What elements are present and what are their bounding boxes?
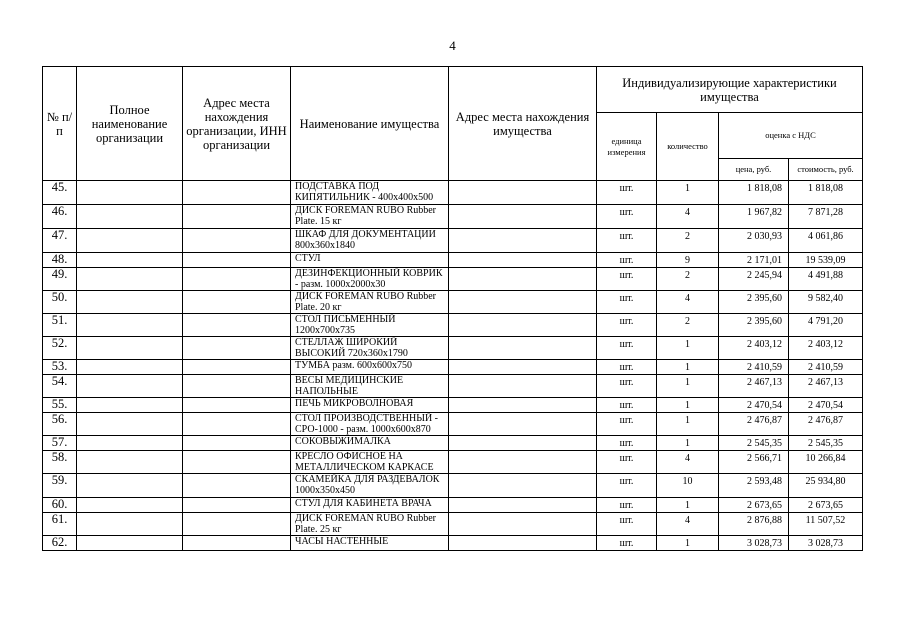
table-row bbox=[43, 229, 863, 253]
row-number: 46. bbox=[43, 205, 77, 229]
property-name-cell: СТУЛ ДЛЯ КАБИНЕТА ВРАЧА bbox=[291, 498, 449, 513]
cost-cell: 3 028,73 bbox=[789, 536, 863, 551]
price-cell: 3 028,73 bbox=[719, 536, 789, 551]
cost-cell: 4 791,20 bbox=[789, 314, 863, 337]
quantity-cell: 1 bbox=[657, 536, 719, 551]
org-address-cell bbox=[183, 451, 291, 474]
unit-cell: шт. bbox=[597, 205, 657, 229]
unit-cell: шт. bbox=[597, 398, 657, 413]
cost-cell: 4 061,86 bbox=[789, 229, 863, 253]
price-cell: 2 410,59 bbox=[719, 360, 789, 375]
quantity-cell: 1 bbox=[657, 398, 719, 413]
price-cell: 1 818,08 bbox=[719, 181, 789, 205]
org-cell bbox=[77, 498, 183, 513]
property-name-cell: СТЕЛЛАЖ ШИРОКИЙ ВЫСОКИЙ 720х360х1790 bbox=[291, 337, 449, 360]
row-number: 48. bbox=[43, 253, 77, 268]
unit-cell: шт. bbox=[597, 291, 657, 314]
header-quantity: количество bbox=[657, 113, 719, 181]
property-address-cell bbox=[449, 268, 597, 291]
header-org-address: Адрес места нахождения организации, ИНН организации bbox=[183, 67, 291, 181]
org-cell bbox=[77, 229, 183, 253]
property-name-cell: ДИСК FOREMAN RUBO Rubber Plate. 25 кг bbox=[291, 513, 449, 536]
row-number: 59. bbox=[43, 474, 77, 498]
property-table bbox=[42, 66, 863, 551]
table-row bbox=[43, 413, 863, 436]
property-address-cell bbox=[449, 375, 597, 398]
property-name-cell: СТОЛ ПИСЬМЕННЫЙ 1200х700х735 bbox=[291, 314, 449, 337]
header-org: Полное наименование организации bbox=[77, 67, 183, 181]
quantity-cell: 1 bbox=[657, 498, 719, 513]
price-cell: 2 476,87 bbox=[719, 413, 789, 436]
price-cell: 2 467,13 bbox=[719, 375, 789, 398]
price-cell: 2 566,71 bbox=[719, 451, 789, 474]
row-number: 55. bbox=[43, 398, 77, 413]
property-address-cell bbox=[449, 229, 597, 253]
row-number: 56. bbox=[43, 413, 77, 436]
header-valuation: оценка с НДС bbox=[719, 113, 863, 159]
table-row bbox=[43, 513, 863, 536]
org-address-cell bbox=[183, 360, 291, 375]
unit-cell: шт. bbox=[597, 474, 657, 498]
row-number: 62. bbox=[43, 536, 77, 551]
unit-cell: шт. bbox=[597, 413, 657, 436]
table-row bbox=[43, 375, 863, 398]
org-cell bbox=[77, 536, 183, 551]
unit-cell: шт. bbox=[597, 436, 657, 451]
quantity-cell: 2 bbox=[657, 229, 719, 253]
cost-cell: 4 491,88 bbox=[789, 268, 863, 291]
org-address-cell bbox=[183, 314, 291, 337]
property-address-cell bbox=[449, 181, 597, 205]
quantity-cell: 4 bbox=[657, 451, 719, 474]
org-address-cell bbox=[183, 375, 291, 398]
org-address-cell bbox=[183, 253, 291, 268]
price-cell: 2 245,94 bbox=[719, 268, 789, 291]
org-address-cell bbox=[183, 337, 291, 360]
property-name-cell: СКАМЕЙКА ДЛЯ РАЗДЕВАЛОК 1000х350х450 bbox=[291, 474, 449, 498]
cost-cell: 10 266,84 bbox=[789, 451, 863, 474]
property-name-cell: ВЕСЫ МЕДИЦИНСКИЕ НАПОЛЬНЫЕ bbox=[291, 375, 449, 398]
quantity-cell: 2 bbox=[657, 314, 719, 337]
org-cell bbox=[77, 205, 183, 229]
price-cell: 2 395,60 bbox=[719, 291, 789, 314]
org-address-cell bbox=[183, 498, 291, 513]
table-row bbox=[43, 205, 863, 229]
org-cell bbox=[77, 337, 183, 360]
org-address-cell bbox=[183, 513, 291, 536]
price-cell: 2 876,88 bbox=[719, 513, 789, 536]
price-cell: 2 030,93 bbox=[719, 229, 789, 253]
cost-cell: 2 467,13 bbox=[789, 375, 863, 398]
table-row bbox=[43, 360, 863, 375]
cost-cell: 2 545,35 bbox=[789, 436, 863, 451]
table-row bbox=[43, 268, 863, 291]
property-address-cell bbox=[449, 205, 597, 229]
row-number: 58. bbox=[43, 451, 77, 474]
cost-cell: 2 476,87 bbox=[789, 413, 863, 436]
header-property-name: Наименование имущества bbox=[291, 67, 449, 181]
price-cell: 2 403,12 bbox=[719, 337, 789, 360]
unit-cell: шт. bbox=[597, 375, 657, 398]
quantity-cell: 4 bbox=[657, 513, 719, 536]
cost-cell: 2 410,59 bbox=[789, 360, 863, 375]
property-name-cell: СТУЛ bbox=[291, 253, 449, 268]
org-cell bbox=[77, 314, 183, 337]
property-name-cell: СТОЛ ПРОИЗВОДСТВЕННЫЙ - СРО-1000 - разм. 1000х600х870 bbox=[291, 413, 449, 436]
table-row bbox=[43, 398, 863, 413]
unit-cell: шт. bbox=[597, 360, 657, 375]
row-number: 60. bbox=[43, 498, 77, 513]
org-address-cell bbox=[183, 268, 291, 291]
row-number: 54. bbox=[43, 375, 77, 398]
unit-cell: шт. bbox=[597, 337, 657, 360]
cost-cell: 7 871,28 bbox=[789, 205, 863, 229]
org-address-cell bbox=[183, 398, 291, 413]
quantity-cell: 9 bbox=[657, 253, 719, 268]
org-cell bbox=[77, 513, 183, 536]
org-cell bbox=[77, 181, 183, 205]
unit-cell: шт. bbox=[597, 498, 657, 513]
price-cell: 2 673,65 bbox=[719, 498, 789, 513]
table-row bbox=[43, 291, 863, 314]
quantity-cell: 1 bbox=[657, 181, 719, 205]
property-name-cell: ДЕЗИНФЕКЦИОННЫЙ КОВРИК - разм. 1000х2000х30 bbox=[291, 268, 449, 291]
cost-cell: 25 934,80 bbox=[789, 474, 863, 498]
row-number: 52. bbox=[43, 337, 77, 360]
cost-cell: 2 470,54 bbox=[789, 398, 863, 413]
row-number: 45. bbox=[43, 181, 77, 205]
header-price: цена, руб. bbox=[719, 159, 789, 181]
quantity-cell: 4 bbox=[657, 291, 719, 314]
quantity-cell: 10 bbox=[657, 474, 719, 498]
property-address-cell bbox=[449, 360, 597, 375]
row-number: 50. bbox=[43, 291, 77, 314]
property-address-cell bbox=[449, 314, 597, 337]
property-name-cell: ДИСК FOREMAN RUBO Rubber Plate. 20 кг bbox=[291, 291, 449, 314]
price-cell: 2 593,48 bbox=[719, 474, 789, 498]
row-number: 61. bbox=[43, 513, 77, 536]
table-row bbox=[43, 253, 863, 268]
cost-cell: 2 673,65 bbox=[789, 498, 863, 513]
price-cell: 2 395,60 bbox=[719, 314, 789, 337]
property-address-cell bbox=[449, 337, 597, 360]
price-cell: 2 171,01 bbox=[719, 253, 789, 268]
unit-cell: шт. bbox=[597, 253, 657, 268]
org-cell bbox=[77, 451, 183, 474]
row-number: 53. bbox=[43, 360, 77, 375]
property-address-cell bbox=[449, 498, 597, 513]
header-property-address: Адрес места нахождения имущества bbox=[449, 67, 597, 181]
unit-cell: шт. bbox=[597, 229, 657, 253]
price-cell: 2 545,35 bbox=[719, 436, 789, 451]
row-number: 57. bbox=[43, 436, 77, 451]
header-cost: стоимость, руб. bbox=[789, 159, 863, 181]
row-number: 51. bbox=[43, 314, 77, 337]
org-cell bbox=[77, 474, 183, 498]
org-cell bbox=[77, 436, 183, 451]
table-row bbox=[43, 536, 863, 551]
org-address-cell bbox=[183, 474, 291, 498]
property-address-cell bbox=[449, 536, 597, 551]
quantity-cell: 1 bbox=[657, 360, 719, 375]
property-address-cell bbox=[449, 413, 597, 436]
quantity-cell: 2 bbox=[657, 268, 719, 291]
cost-cell: 11 507,52 bbox=[789, 513, 863, 536]
property-name-cell: ШКАФ ДЛЯ ДОКУМЕНТАЦИИ 800х360х1840 bbox=[291, 229, 449, 253]
property-name-cell: ТУМБА разм. 600х600х750 bbox=[291, 360, 449, 375]
property-address-cell bbox=[449, 398, 597, 413]
org-cell bbox=[77, 291, 183, 314]
property-name-cell: СОКОВЫЖИМАЛКА bbox=[291, 436, 449, 451]
quantity-cell: 1 bbox=[657, 436, 719, 451]
property-name-cell: ДИСК FOREMAN RUBO Rubber Plate. 15 кг bbox=[291, 205, 449, 229]
property-name-cell: ЧАСЫ НАСТЕННЫЕ bbox=[291, 536, 449, 551]
org-cell bbox=[77, 375, 183, 398]
header-num: № п/п bbox=[43, 67, 77, 181]
property-address-cell bbox=[449, 253, 597, 268]
header-unit: единица измерения bbox=[597, 113, 657, 181]
quantity-cell: 4 bbox=[657, 205, 719, 229]
unit-cell: шт. bbox=[597, 181, 657, 205]
org-address-cell bbox=[183, 205, 291, 229]
org-address-cell bbox=[183, 536, 291, 551]
property-name-cell: ПОДСТАВКА ПОД КИПЯТИЛЬНИК - 400х400х500 bbox=[291, 181, 449, 205]
table-row bbox=[43, 181, 863, 205]
property-name-cell: КРЕСЛО ОФИСНОЕ НА МЕТАЛЛИЧЕСКОМ КАРКАСЕ bbox=[291, 451, 449, 474]
row-number: 47. bbox=[43, 229, 77, 253]
table-row bbox=[43, 337, 863, 360]
org-address-cell bbox=[183, 413, 291, 436]
org-address-cell bbox=[183, 291, 291, 314]
org-address-cell bbox=[183, 436, 291, 451]
property-address-cell bbox=[449, 436, 597, 451]
table-row bbox=[43, 436, 863, 451]
unit-cell: шт. bbox=[597, 314, 657, 337]
property-address-cell bbox=[449, 451, 597, 474]
unit-cell: шт. bbox=[597, 513, 657, 536]
org-cell bbox=[77, 360, 183, 375]
org-cell bbox=[77, 268, 183, 291]
table-row bbox=[43, 451, 863, 474]
row-number: 49. bbox=[43, 268, 77, 291]
unit-cell: шт. bbox=[597, 451, 657, 474]
property-address-cell bbox=[449, 474, 597, 498]
quantity-cell: 1 bbox=[657, 337, 719, 360]
org-address-cell bbox=[183, 181, 291, 205]
table-row bbox=[43, 314, 863, 337]
cost-cell: 19 539,09 bbox=[789, 253, 863, 268]
table-row bbox=[43, 498, 863, 513]
property-address-cell bbox=[449, 291, 597, 314]
quantity-cell: 1 bbox=[657, 413, 719, 436]
property-name-cell: ПЕЧЬ МИКРОВОЛНОВАЯ bbox=[291, 398, 449, 413]
org-cell bbox=[77, 398, 183, 413]
cost-cell: 2 403,12 bbox=[789, 337, 863, 360]
unit-cell: шт. bbox=[597, 536, 657, 551]
page-number: 4 bbox=[449, 38, 456, 53]
header-characteristics: Индивидуализирующие характеристики имущества bbox=[597, 67, 863, 113]
price-cell: 2 470,54 bbox=[719, 398, 789, 413]
cost-cell: 1 818,08 bbox=[789, 181, 863, 205]
org-cell bbox=[77, 253, 183, 268]
unit-cell: шт. bbox=[597, 268, 657, 291]
quantity-cell: 1 bbox=[657, 375, 719, 398]
table-row bbox=[43, 474, 863, 498]
cost-cell: 9 582,40 bbox=[789, 291, 863, 314]
org-cell bbox=[77, 413, 183, 436]
price-cell: 1 967,82 bbox=[719, 205, 789, 229]
property-address-cell bbox=[449, 513, 597, 536]
org-address-cell bbox=[183, 229, 291, 253]
